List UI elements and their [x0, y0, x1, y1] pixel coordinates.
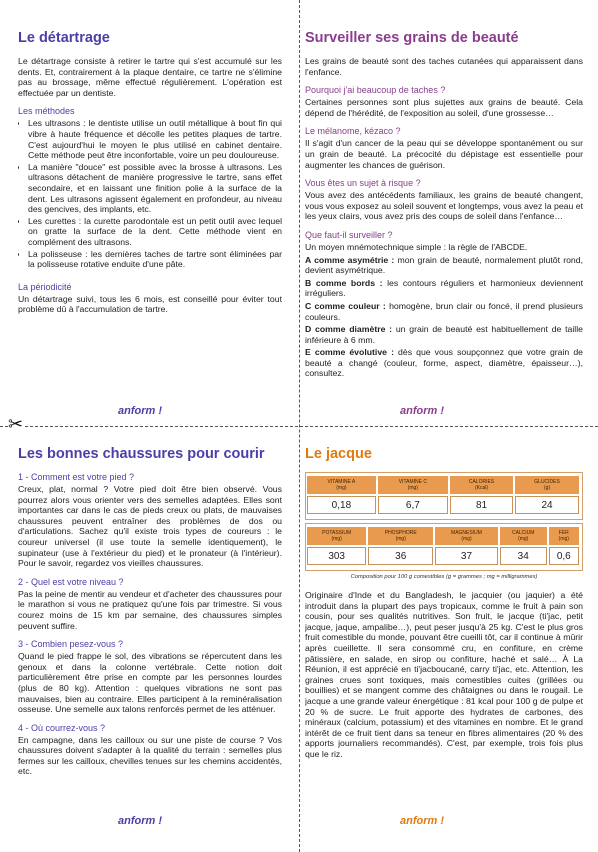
table-header: CALORIES (Kcal): [450, 476, 513, 494]
abcde-item: [305, 255, 583, 276]
abcde-value: les contours réguliers et harmonieux deviennent irréguliers.: [305, 277, 583, 299]
abcde-item: [305, 278, 583, 299]
article-title: Les bonnes chaussures pour courir: [18, 446, 265, 462]
abcde-key: B comme bords :: [305, 277, 383, 288]
signature: anform !: [400, 815, 444, 827]
table-cell: 6,7: [378, 496, 448, 514]
table-cell: 24: [515, 496, 579, 514]
article-chaussures: [18, 446, 282, 816]
paragraph: Un moyen mnémotechnique simple : la règle de l'ABCDE.: [305, 241, 528, 252]
abcde-value: dès que vous soupçonnez que votre grain de beauté a changé (couleur, forme, aspect, diamètre, épaisseur…), consultez.: [305, 347, 583, 379]
section-heading: Vous êtes un sujet à risque ?: [305, 178, 421, 189]
abcde-value: homogène, brun clair ou foncé, il prend plusieurs couleurs.: [305, 300, 583, 322]
paragraph: En campagne, dans les cailloux ou sur une piste de course ? Vos chaussures doivent s'adapter à la qualité du terrain : semelles plus fermes sur les cailloux, chevilles tenues sur les chemins accidentés, etc.: [18, 734, 282, 777]
section-heading: Le mélanome, kézaco ?: [305, 126, 401, 137]
table-cell: 34: [500, 547, 547, 565]
methods-list: [18, 118, 282, 269]
nutrition-table-1: [305, 472, 583, 520]
table-cell: 0,6: [549, 547, 579, 565]
section-heading: 2 - Quel est votre niveau ?: [18, 576, 124, 587]
table-cell: 36: [368, 547, 433, 565]
table-cell: 303: [307, 547, 366, 565]
article-detartrage: [18, 30, 282, 414]
abcde-item: [305, 301, 583, 322]
article-jacque: [305, 446, 583, 818]
table-header: PHOSPHORE (mg): [368, 527, 433, 545]
list-item: • La manière "douce" est possible avec la brosse à ultrasons. Les ultrasons détachent de manière progressive le tartre, sans effet secondaire, et en laissant une finition polie à la surface de la dent. Les ultrasons agissent également en profondeur, au niveau des gencives, des implants, etc.: [28, 162, 282, 215]
table-header: MAGNESIUM (mg): [435, 527, 498, 545]
article-title: Surveiller ses grains de beauté: [305, 30, 519, 46]
abcde-item: [305, 324, 583, 345]
horizontal-cut-line: [0, 426, 598, 427]
abcde-value: mon grain de beauté, normalement plutôt rond, devient asymétrique.: [305, 254, 583, 276]
section-heading: 3 - Combien pesez-vous ?: [18, 639, 124, 650]
abcde-item: [305, 347, 583, 379]
article-title: Le jacque: [305, 446, 372, 462]
paragraph: Il s'agit d'un cancer de la peau qui se développe spontanément ou sur un grain de beauté. La précocité du dépistage est essentielle pour augmenter les chances de guérison.: [305, 138, 583, 170]
list-item: • Les curettes : la curette parodontale est un petit outil avec lequel on gratte la surface de la dent. Cette méthode vient en complément des ultrasons.: [28, 216, 282, 248]
section-heading: Les méthodes: [18, 106, 75, 117]
paragraph: Un détartrage suivi, tous les 6 mois, est conseillé pour éviter tout problème dû à l'accumulation de tartre.: [18, 293, 282, 315]
section-heading: Que faut-il surveiller ?: [305, 229, 393, 240]
abcde-key: E comme évolutive :: [305, 347, 394, 358]
paragraph: Certaines personnes sont plus sujettes aux grains de beauté. Cela dépend de l'hérédité, de l'exposition au soleil, d'une grossesse…: [305, 97, 583, 118]
section-heading: Pourquoi j'ai beaucoup de taches ?: [305, 85, 446, 96]
section-heading: 1 - Comment est votre pied ?: [18, 472, 135, 482]
table-header: CALCIUM (mg): [500, 527, 547, 545]
table-header: VITAMINE A (mg): [307, 476, 376, 494]
list-item: • Les ultrasons : le dentiste utilise un outil métallique à bout fin qui vibre à haute fréquence et décolle les petites plaques de tartre. C'est aujourd'hui le moyen le plus utilisé en cabinet dentaire. Cette méthode peut être inconfortable, voire un peu douloureuse.: [28, 118, 282, 160]
abcde-key: C comme couleur :: [305, 300, 386, 311]
article-intro: Le détartrage consiste à retirer le tartre qui s'est accumulé sur les dents. Et, contrairement à la plaque dentaire, ce tartre ne s'élimine pas au brossage, même effectué régulièrement. L'opération est effectuée par un dentiste.: [18, 56, 282, 98]
section-heading: La périodicité: [18, 281, 72, 292]
table-header: POTASSIUM (mg): [307, 527, 366, 545]
article-title: Le détartrage: [18, 30, 110, 46]
paragraph: Creux, plat, normal ? Votre pied doit être bien observé. Vous pourrez alors vous orienter vers des semelles adaptées. Elles sont importantes car dans le cas de pieds creux ou plats, de mauvaises chaussures peuvent entraîner des problèmes de dos ou d'articulations. Sachez qu'il existe trois types de coureurs : le coureur universel (il use toute la semelle identiquement), le supinateur (use à l'extérieur du pied) et le pronateur (à l'intérieur). Pour le savoir, regardez vos vieilles chaussures.: [18, 484, 282, 569]
paragraph: Originaire d'Inde et du Bangladesh, le jacquier (ou jaquier) a été introduit dans la plupart des pays tropicaux, comme le fruit à pain son cousin, pour ses qualités nutritives. Son fruit, le jacque (ti'jac, petit jacque, jaque, ampalibe…), peut peser jusqu'à 25 kg. C'est le plus gros fruit comestible du monde, pouvant être cueilli tôt, car il continue à mûrir après cueillette. Il sera consommé cru, en confiture, en crème pâtissière, en salade, en sirop ou confiture, haché et salé… À La Réunion, il est apprécié en ti'jacboucané, carry ti'jac, etc. Attention, les graines crues sont toxiques, mais comestibles cuites (grillées ou bouillies) et se mangent comme des châtaignes ou dans le rougail. Le jacque a une grande valeur énergétique : 81 kcal pour 100 g de pulpe et 20 % de sucre. Le fruit apporte des hydrates de carbones, des minéraux (calcium, potassium) et des vitamines en nombre. Et le grand intérêt de ce fruit tient dans sa teneur en fibres alimentaires (20 % des apports journaliers recommandés). C'est, par exemple, trois fois plus que le riz.: [305, 590, 583, 759]
abcde-key: D comme diamètre :: [305, 324, 393, 335]
table-cell: 0,18: [307, 496, 376, 514]
paragraph: Quand le pied frappe le sol, des vibrations se répercutent dans les genoux et dans la colonne vertébrale. Cette notion doit particulièrement être prise en compte par les personnes lourdes (plus de 80 kg). Attention : quelques vibrations ne sont pas mauvaises, bien au contraire. Elles participent à la reminéralisation osseuse. Une semelle aux talons renforcés permet de les atténuer.: [18, 651, 282, 715]
section-heading: 4 - Où courrez-vous ?: [18, 722, 106, 733]
article-intro: Les grains de beauté sont des taches cutanées qui apparaissent dans l'enfance.: [305, 56, 583, 77]
signature: anform !: [118, 815, 162, 827]
list-item: • La polisseuse : les dernières taches de tartre sont éliminées par la polisseuse rotative enduite d'une pâte.: [28, 249, 282, 270]
table-cell: 37: [435, 547, 498, 565]
paragraph: Pas la peine de mentir au vendeur et d'acheter des chaussures pour le marathon si vous ne pratiquez qu'une fois par trimestre. Si vous courez moins de 15 km par semaine, des chaussures simples peuvent suffire.: [18, 588, 282, 631]
table-header: VITAMINE C (mg): [378, 476, 448, 494]
scissors-icon: ✂: [8, 414, 24, 434]
table-cell: 81: [450, 496, 513, 514]
abcde-key: A comme asymétrie :: [305, 254, 395, 265]
article-grains-de-beaute: [305, 30, 583, 414]
table-header: FER (mg): [549, 527, 579, 545]
table-caption: Composition pour 100 g comestibles (g = grammes ; mg = milligrammes): [350, 574, 538, 580]
paragraph: Vous avez des antécédents familiaux, les grains de beauté changent, vous vous exposez au soleil souvent et longtemps, vous avez la peau et les yeux clairs, vous avez pris des coups de soleil dans l'enfance…: [305, 190, 583, 222]
signature: anform !: [118, 405, 162, 417]
signature: anform !: [400, 405, 444, 417]
table-header: GLUCIDES (g): [515, 476, 579, 494]
nutrition-table-2: [305, 523, 583, 571]
abcde-value: un grain de beauté est habituellement de taille inférieure à 6 mm.: [305, 324, 583, 345]
